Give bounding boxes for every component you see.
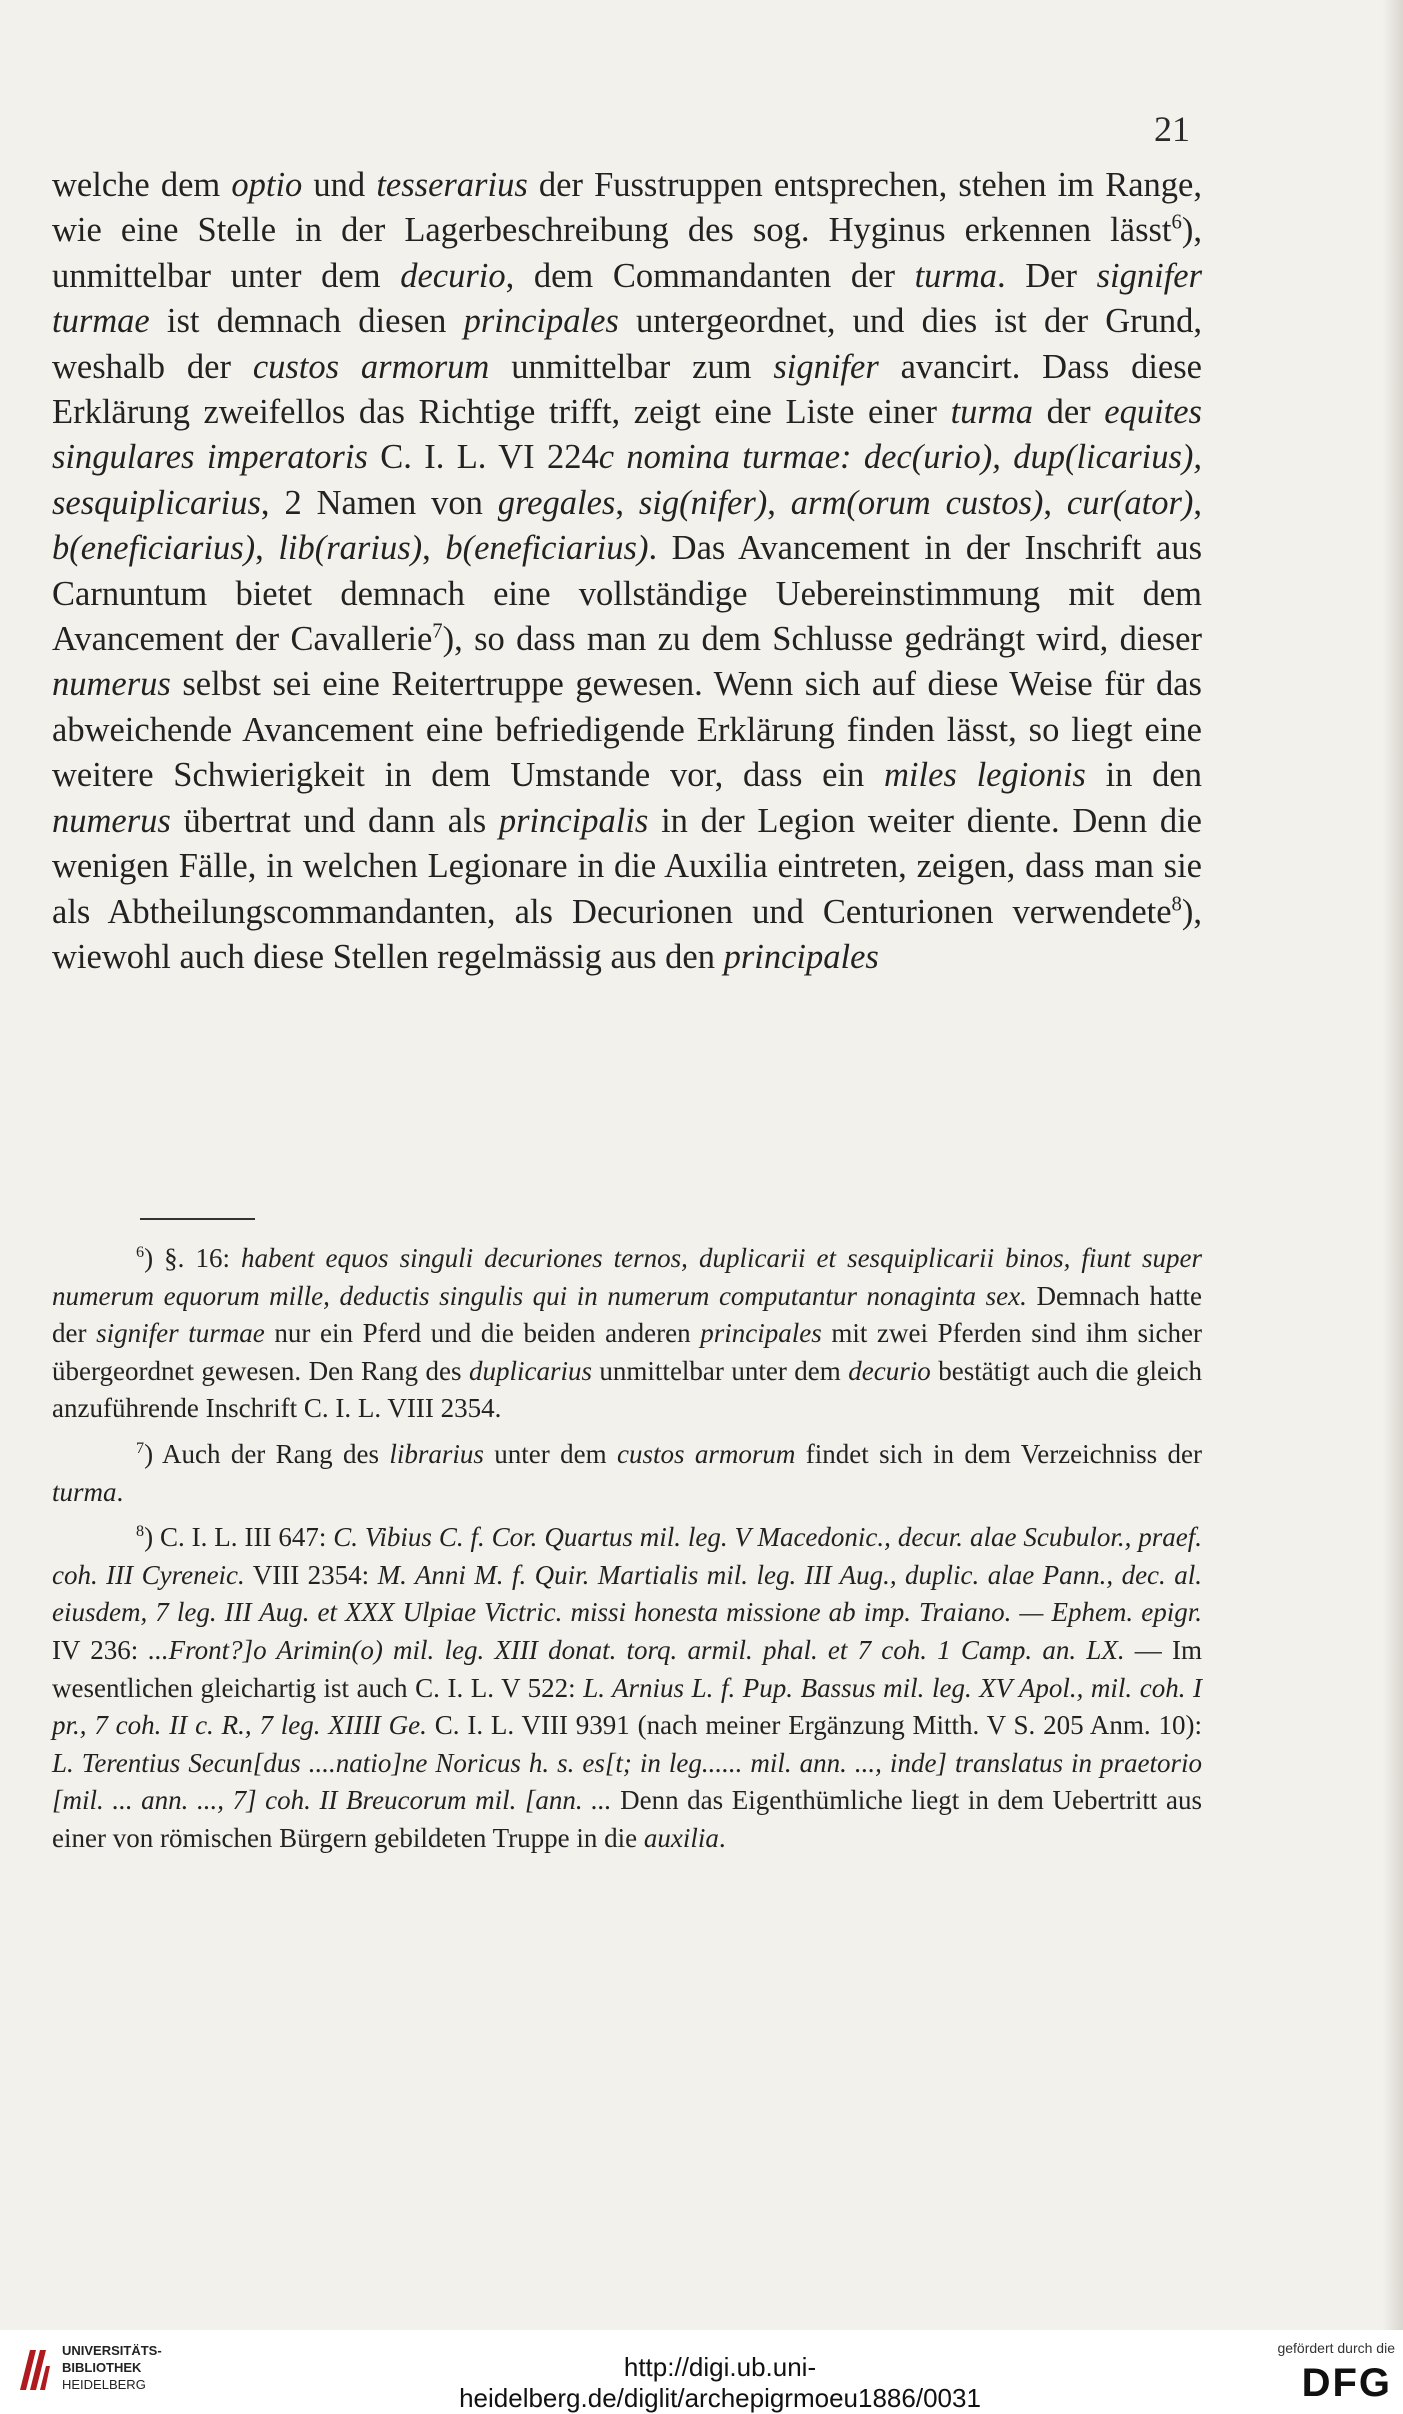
page-number: 21 <box>1154 109 1190 149</box>
footnote-6: $^6$) §. 16: habent equos singuli decuriones ternos, duplicarii et sesquiplicarii binos, fiunt super numerum equorum mille, deductis singulis qui in numerum computantur nonaginta sex. Demnach hatte der signifer turmae nur ein Pferd und die beiden anderen principales mit zwei Pferden sind ihm sicher übergeordnet gewesen. Den Rang des duplicarius unmittelbar unter dem decurio bestätigt auch die gleich anzuführende Inschrift C. I. L. VIII 2354. <box>52 1243 1203 1424</box>
viewer-footer <box>0 2330 1403 2413</box>
body-paragraph: welche dem optio und tesserarius der Fusstruppen entsprechen, stehen im Range, wie eine Stelle in der Lagerbeschreibung des sog. Hyginus erkennen lässt$^6$), unmittelbar unter dem decurio, dem Commandanten der turma. Der signifer turmae ist demnach diesen principales untergeordnet, und dies ist der Grund, weshalb der custos armorum unmittelbar zum signifer avancirt. Dass diese Erklärung zweifellos das Richtige trifft, zeigt eine Liste einer turma der equites singulares imperatoris C. I. L. VI 224c nomina turmae: dec(urio), dup(licarius), sesquiplicarius, 2 Namen von gregales, sig(nifer), arm(orum custos), cur(ator), b(eneficiarius), lib(rarius), b(eneficiarius). Das Avancement in der Inschrift aus Carnuntum bietet demnach eine vollständige Uebereinstimmung mit dem Avancement der Cavallerie$^7$), so dass man zu dem Schlusse gedrängt wird, dieser numerus selbst sei eine Reitertruppe gewesen. Wenn sich auf diese Weise für das abweichende Avancement eine befriedigende Erklärung finden lässt, so liegt eine weitere Schwierigkeit in dem Umstande vor, dass ein miles legionis in den numerus übertrat und dann als principalis in der Legion weiter diente. Denn die wenigen Fälle, in welchen Legionare in die Auxilia eintreten, zeigen, dass man sie als Abtheilungscommandanten, als Decurionen und Centurionen verwendete$^8$), wiewohl auch diese Stellen regelmässig aus den principales <box>52 166 1203 976</box>
footnote-separator <box>140 1218 255 1220</box>
university-library-logo-icon <box>14 2344 54 2396</box>
page-edge-shadow <box>1383 0 1403 2330</box>
dfg-logo: DFG <box>1301 2361 1392 2405</box>
body-text <box>52 163 1202 980</box>
library-name-line-3: HEIDELBERG <box>62 2377 146 2392</box>
footnote-8: $^8$) C. I. L. III 647: C. Vibius C. f. Cor. Quartus mil. leg. V Macedonic., decur. alae Scubulor., praef. coh. III Cyreneic. VIII 2354: M. Anni M. f. Quir. Martialis mil. leg. III Aug., duplic. alae Pann., dec. al. eiusdem, 7 leg. III Aug. et XXX Ulpiae Victric. missi honesta missione ab imp. Traiano. — Ephem. epigr. IV 236: ...Front?]o Arimin(o) mil. leg. XIII donat. torq. armil. phal. et 7 coh. 1 Camp. an. LX. — Im wesentlichen gleichartig ist auch C. I. L. V 522: L. Arnius L. f. Pup. Bassus mil. leg. XV Apol., mil. coh. I pr., 7 coh. II c. R., 7 leg. XIIII Ge. C. I. L. VIII 9391 (nach meiner Ergänzung Mitth. V S. 205 Anm. 10): L. Terentius Secun[dus ....natio]ne Noricus h. s. es[t; in leg...... mil. ann. ..., inde] translatus in praetorio [mil. ... ann. ..., 7] coh. II Breucorum mil. [ann. ... Denn das Eigenthümliche liegt in dem Uebertritt aus einer von römischen Bürgern gebildeten Truppe in die auxilia. <box>52 1522 1203 1853</box>
library-name-line-1: UNIVERSITÄTS- <box>62 2343 162 2358</box>
source-url-link[interactable]: http://digi.ub.uni-heidelberg.de/diglit/archepigrmoeu1886/0031 <box>459 2352 981 2413</box>
library-name-line-2: BIBLIOTHEK <box>62 2360 142 2375</box>
footnote-7: $^7$) Auch der Rang des librarius unter dem custos armorum findet sich in dem Verzeichniss der turma. <box>52 1438 1202 1507</box>
university-library-name <box>62 2342 202 2393</box>
footnotes <box>52 1240 1202 1866</box>
funding-caption: gefördert durch die <box>1277 2340 1395 2356</box>
